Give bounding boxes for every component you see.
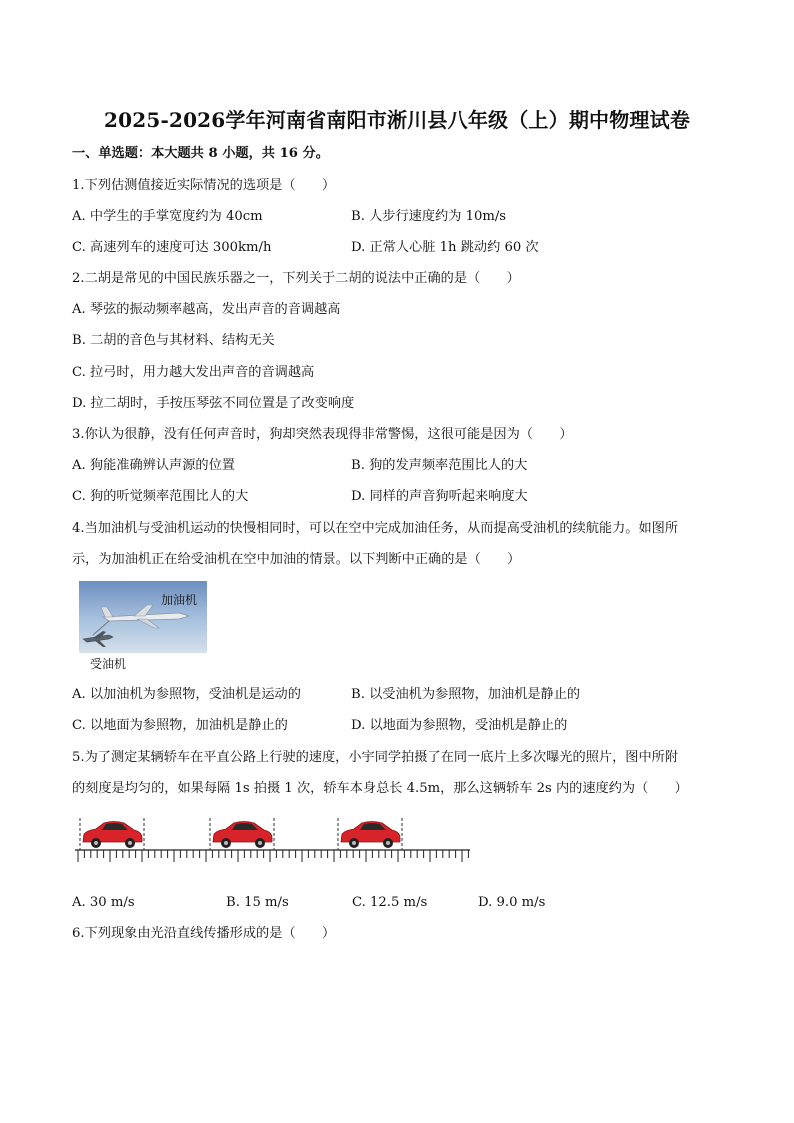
question-4-stem-line2: 示，为加油机正在给受油机在空中加油的情景。以下判断中正确的是（ ） xyxy=(72,552,521,567)
q2-option-a: A. 琴弦的振动频率越高，发出声音的音调越高 xyxy=(72,302,341,317)
q2-option-c: C. 拉弓时，用力越大发出声音的音调越高 xyxy=(72,365,315,380)
q5-option-b: B. 15 m/s xyxy=(226,895,289,910)
q1-option-b: B. 人步行速度约为 10m/s xyxy=(351,209,507,224)
refueling-aircraft-photo xyxy=(79,581,207,653)
q5-option-d: D. 9.0 m/s xyxy=(478,895,546,910)
q4-option-b: B. 以受油机为参照物，加油机是静止的 xyxy=(351,687,581,702)
car-exposure-diagram xyxy=(70,812,475,878)
question-5-stem-line2: 的刻度是均匀的，如果每隔 1s 拍摄 1 次，轿车本身总长 4.5m，那么这辆轿车 2s 内的速度约为（ ） xyxy=(72,781,688,796)
q3-option-d: D. 同样的声音狗听起来响度大 xyxy=(351,489,528,504)
q4-option-c: C. 以地面为参照物，加油机是静止的 xyxy=(72,718,288,733)
q1-option-d: D. 正常人心脏 1h 跳动约 60 次 xyxy=(351,240,539,255)
ruler-figure xyxy=(70,812,475,874)
q2-option-d: D. 拉二胡时，手按压琴弦不同位置是了改变响度 xyxy=(72,396,355,411)
car-icon xyxy=(210,818,274,850)
ruler-ticks xyxy=(78,850,468,862)
question-6-stem: 6.下列现象由光沿直线传播形成的是（ ） xyxy=(72,926,336,941)
question-2-stem: 2.二胡是常见的中国民族乐器之一，下列关于二胡的说法中正确的是（ ） xyxy=(72,271,520,286)
q5-option-c: C. 12.5 m/s xyxy=(352,895,428,910)
q3-option-a: A. 狗能准确辨认声源的位置 xyxy=(72,458,235,473)
q1-option-c: C. 高速列车的速度可达 300km/h xyxy=(72,240,272,255)
exam-title: 2025-2026学年河南省南阳市淅川县八年级（上）期中物理试卷 xyxy=(103,108,691,132)
tanker-label: 加油机 xyxy=(161,593,198,607)
question-1-stem: 1.下列估测值接近实际情况的选项是（ ） xyxy=(72,178,336,193)
car-exposures xyxy=(80,818,402,850)
car-icon xyxy=(80,818,144,850)
question-5-stem-line1: 5.为了测定某辆轿车在平直公路上行驶的速度，小宇同学拍摄了在同一底片上多次曝光的照片，图中所附 xyxy=(72,750,679,765)
car-icon xyxy=(338,818,402,850)
tanker-plane-icon xyxy=(93,605,189,635)
q1-option-a: A. 中学生的手掌宽度约为 40cm xyxy=(72,209,263,224)
receiver-label: 受油机 xyxy=(90,657,127,671)
q4-option-a: A. 以加油机为参照物，受油机是运动的 xyxy=(72,687,301,702)
question-4-stem-line1: 4.当加油机与受油机运动的快慢相同时，可以在空中完成加油任务，从而提高受油机的续航能力。如图所 xyxy=(72,521,679,536)
receiver-plane-icon xyxy=(83,631,113,647)
q3-option-c: C. 狗的听觉频率范围比人的大 xyxy=(72,489,249,504)
q2-option-b: B. 二胡的音色与其材料、结构无关 xyxy=(72,333,275,348)
q3-option-b: B. 狗的发声频率范围比人的大 xyxy=(351,458,528,473)
question-3-stem: 3.你认为很静，没有任何声音时，狗却突然表现得非常警惕，这很可能是因为（ ） xyxy=(72,427,573,442)
section-heading: 一、单选题：本大题共 8 小题，共 16 分。 xyxy=(72,146,329,161)
q4-option-d: D. 以地面为参照物，受油机是静止的 xyxy=(351,718,568,733)
q5-option-a: A. 30 m/s xyxy=(72,895,135,910)
